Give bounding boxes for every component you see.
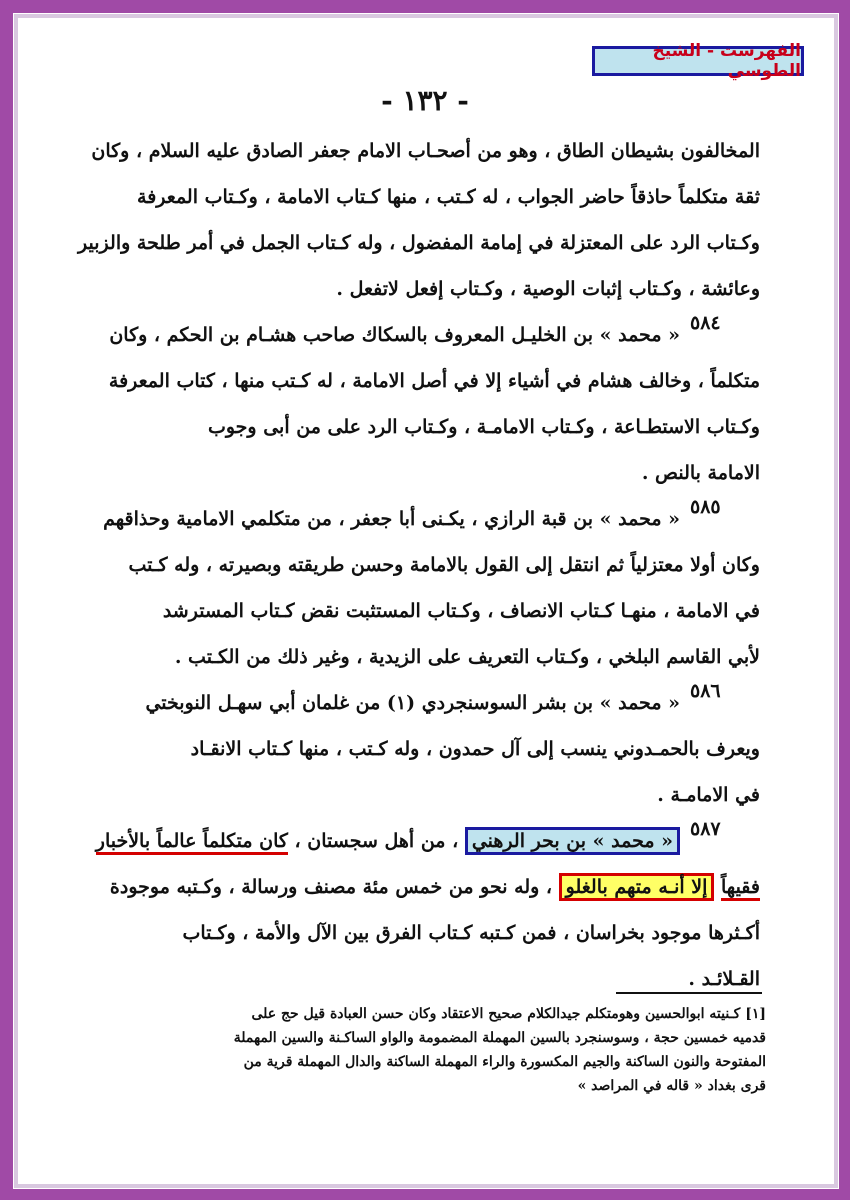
text-line: الامامة بالنص . — [641, 462, 760, 484]
footnote-line: قرى بغداد « قاله في المراصد » — [577, 1078, 766, 1094]
text-line: متكلماً ، وخالف هشام في أشياء إلا في أصل الامامة ، له كـتب منها ، كتاب المعرفة — [108, 370, 760, 392]
text-line: وكان أولا معتزلياً ثم انتقل إلى القول بالامامة وحسن طريقته وبصيرته ، وله كـتب — [128, 554, 760, 576]
footnote-line: المفتوحة والنون الساكنة والجيم المكسورة والراء المهملة الساكنة والدال المهملة قرية من — [243, 1054, 766, 1070]
underlined-text: كان متكلماً عالماً بالأخبار — [96, 830, 288, 855]
footnote-line: [١] كـنيته ابوالحسين وهومتكلم جيدالكلام صحيح الاعتقاد وكان حسن العبادة قيل حج على — [251, 1006, 766, 1022]
text-line: « محمد » بن الخليـل المعروف بالسكاك صاحب هشـام بن الحكم ، وكان — [109, 324, 680, 346]
entry-number: ٥٨٧ — [690, 818, 721, 840]
entry-584 — [76, 312, 760, 496]
text-line: « محمد » بن قبة الرازي ، يكـنى أبا جعفر ، من متكلمي الامامية وحذاقهم — [103, 508, 680, 530]
text-fragment: ، وله نحو من خمس مئة مصنف ورسالة ، وكـتبه موجودة — [109, 876, 553, 898]
intro-paragraph — [76, 128, 760, 312]
highlight-name: « محمد » بن بحر الرهني — [465, 827, 680, 855]
entry-number: ٥٨٥ — [690, 496, 721, 518]
highlight-warning: إلا أنـه متهم بالغلو — [559, 873, 715, 901]
underlined-text: فقيهاً — [721, 876, 760, 901]
text-line: في الامامـة . — [657, 784, 760, 806]
text-line: أكـثرها موجود بخراسان ، فمن كـتبه كـتاب الفرق بين الآل والأمة ، وكـتاب — [182, 922, 760, 944]
text-line: القـلائـد . — [688, 968, 760, 990]
text-line — [76, 818, 680, 864]
text-fragment: ، من أهل سجستان ، — [294, 830, 459, 852]
text-line — [76, 864, 760, 910]
book-title-badge: الفهرست - الشيخ الطوسي — [592, 46, 804, 76]
footnote — [118, 1002, 766, 1098]
text-line: ثقة متكلماً حاذقاً حاضر الجواب ، له كـتب ، منها كـتاب الامامة ، وكـتاب المعرفة — [137, 186, 760, 208]
text-line: وكـتاب الرد على المعتزلة في إمامة المفضول ، وله كـتاب الجمل في أمر طلحة والزبير — [78, 232, 760, 254]
entry-587 — [76, 818, 760, 1002]
entry-586 — [76, 680, 760, 818]
text-line: في الامامة ، منهـا كـتاب الانصاف ، وكـتاب المستثبت نقض كـتاب المسترشد — [162, 600, 760, 622]
text-line: المخالفون بشيطان الطاق ، وهو من أصحـاب الامام جعفر الصادق عليه السلام ، وكان — [91, 140, 760, 162]
text-line: وكـتاب الاستطـاعة ، وكـتاب الامامـة ، وكـتاب الرد على من أبى وجوب — [207, 416, 760, 438]
footnote-divider — [616, 992, 762, 994]
footnote-line: قدميه خمسين حجة ، وسوسنجرد بالسين المهملة المضمومة والواو الساكـنة والسين المهملة — [233, 1030, 766, 1046]
text-line: ويعرف بالحمـدوني ينسب إلى آل حمدون ، وله كـتب ، منها كـتاب الانقـاد — [190, 738, 760, 760]
entry-number: ٥٨٤ — [690, 312, 721, 334]
text-line: « محمد » بن بشر السوسنجردي (١) من غلمان أبي سهـل النوبختي — [145, 692, 680, 714]
entry-585 — [76, 496, 760, 680]
text-line: لأبي القاسم البلخي ، وكـتاب التعريف على الزيدية ، وغير ذلك من الكـتب . — [174, 646, 760, 668]
page-number: - ١٣٢ - — [381, 84, 469, 117]
entry-number: ٥٨٦ — [690, 680, 721, 702]
text-line: وعائشة ، وكـتاب إثبات الوصية ، وكـتاب إفعل لاتفعل . — [336, 278, 760, 300]
